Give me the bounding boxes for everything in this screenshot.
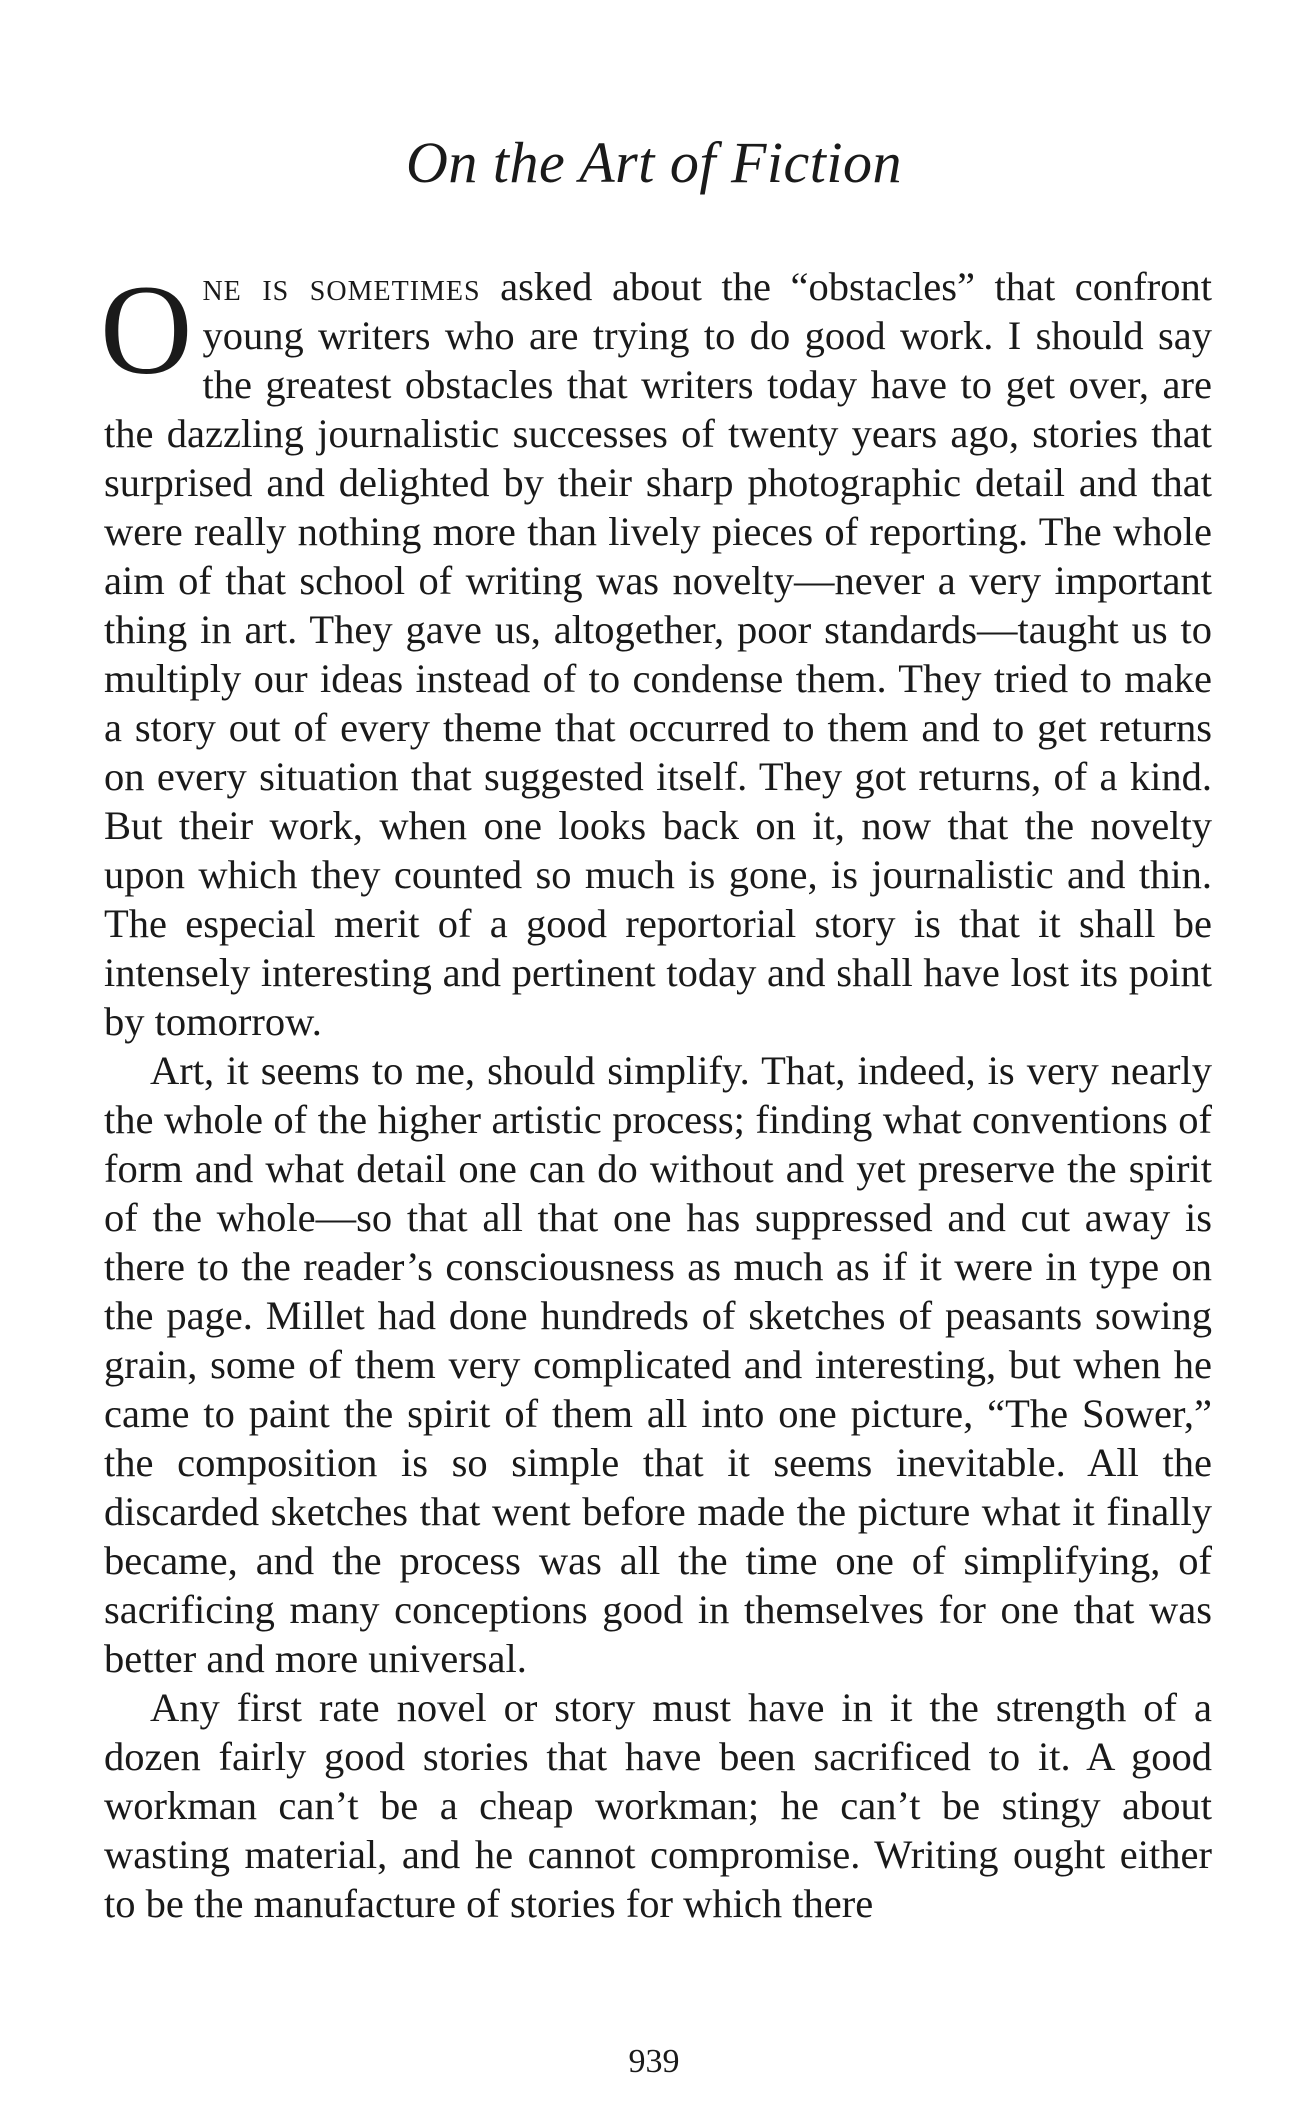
- lead-in-small-caps: ne is sometimes: [202, 264, 481, 309]
- drop-cap: O: [100, 259, 193, 401]
- page-number: 939: [628, 2043, 680, 2080]
- paragraph-3: Any first rate novel or story must have in it the strength of a dozen fairly good stories that have been sacrificed to it. A good workman can’t be a cheap workman; he can’t be stingy about wasting material, and he cannot compromise. Writing ought either to be the manufacture of stories for which there: [104, 1685, 1212, 1926]
- body-text: [100, 259, 1212, 1928]
- paragraph-2: Art, it seems to me, should simplify. That, indeed, is very nearly the whole of the higher artistic process; finding what conventions of form and what detail one can do without and yet preserve the spirit of the whole—so that all that one has suppressed and cut away is there to the reader’s consciousness as much as if it were in type on the page. Millet had done hundreds of sketches of peasants sowing grain, some of them very complicated and interesting, but when he came to paint the spirit of them all into one picture, “The Sower,” the composition is so simple that it seems inevitable. All the discarded sketches that went before made the picture what it finally became, and the process was all the time one of simplifying, of sacrificing many conceptions good in themselves for one that was better and more universal.: [104, 1048, 1212, 1681]
- paragraph-1-text: asked about the “obstacles” that confront young writers who are trying to do good work. I should say the greatest obstacles that writers today have to get over, are the dazzling journalistic successes of twenty years ago, stories that surprised and delighted by their sharp photographic detail and that were really nothing more than lively pieces of reporting. The whole aim of that school of writing was novelty—never a very important thing in art. They gave us, altogether, poor standards—taught us to multiply our ideas instead of to condense them. They tried to make a story out of every theme that occurred to them and to get returns on every situation that suggested itself. They got returns, of a kind. But their work, when one looks back on it, now that the novelty upon which they counted so much is gone, is journalistic and thin. The especial merit of a good reportorial story is that it shall be intensely interesting and pertinent today and shall have lost its point by tomorrow.: [104, 264, 1212, 1044]
- chapter-title: On the Art of Fiction: [406, 130, 902, 195]
- paragraph-1: [100, 259, 1212, 1046]
